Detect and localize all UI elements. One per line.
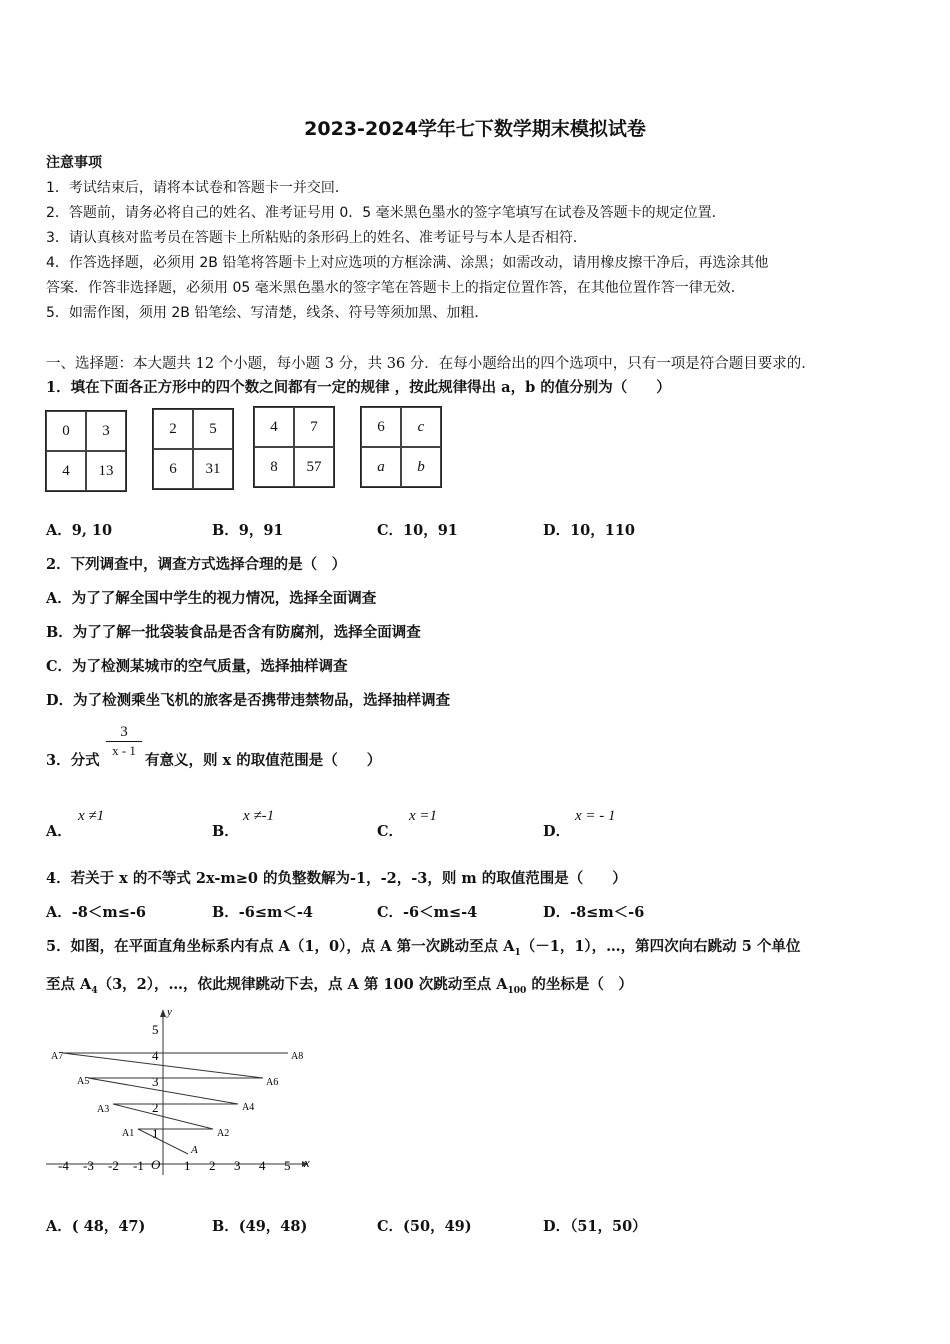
notice-line-5: 5．如需作图，须用 2B 铅笔绘、写清楚，线条、符号等须加黑、加粗． xyxy=(46,305,489,321)
q1-stem: 1．填在下面各正方形中的四个数之间都有一定的规律 ，按此规律得出 a，b 的值分别为（ ） xyxy=(46,379,671,396)
q5-sub: 1 xyxy=(514,947,521,958)
grid-cell: 4 xyxy=(254,407,294,447)
x-tick: 3 xyxy=(234,1158,241,1173)
notice-line-4: 4．作答选择题，必须用 2B 铅笔将答题卡上对应选项的方框涂满、涂黑；如需改动，请用橡皮擦干净后，再选涂其他 xyxy=(46,255,769,271)
q5-option-b[interactable]: B．(49，48) xyxy=(212,1218,308,1235)
q4-option-b[interactable]: B．-6≤m＜-4 xyxy=(212,904,313,921)
grid-cell: 13 xyxy=(86,451,126,491)
notice-heading: 注意事项 xyxy=(46,155,102,171)
q5-option-a[interactable]: A．( 48，47) xyxy=(46,1218,146,1235)
x-tick: 1 xyxy=(184,1158,191,1173)
q5-text: （3，2），…，依此规律跳动下去，点 A 第 100 次跳动至点 A xyxy=(97,976,508,993)
q5-text: 至点 A xyxy=(46,976,92,993)
x-tick: 5 xyxy=(284,1158,291,1173)
point-label: A3 xyxy=(97,1104,110,1115)
point-label-a: A xyxy=(191,1144,198,1156)
q3-prefix: 3．分式 xyxy=(46,752,100,769)
x-tick: -4 xyxy=(58,1158,69,1173)
q3-option-a-math: x ≠1 xyxy=(78,808,105,824)
grid-cell: b xyxy=(401,447,441,487)
point-label: A8 xyxy=(291,1051,304,1062)
q1-grid-1 xyxy=(45,410,127,492)
q1-option-d[interactable]: D．10，110 xyxy=(543,522,636,539)
x-tick: 2 xyxy=(209,1158,216,1173)
q5-sub: 100 xyxy=(507,985,527,996)
q2-stem: 2．下列调查中，调查方式选择合理的是（ ） xyxy=(46,556,347,573)
grid-cell: 6 xyxy=(361,407,401,447)
q1-option-c[interactable]: C．10，91 xyxy=(377,522,458,539)
y-tick: 1 xyxy=(152,1126,159,1141)
grid-cell: 57 xyxy=(294,447,334,487)
q3-option-b-math: x ≠-1 xyxy=(243,808,275,824)
grid-cell: 2 xyxy=(153,409,193,449)
q1-grid-2 xyxy=(152,408,234,490)
q2-option-a[interactable]: A．为了了解全国中学生的视力情况，选择全面调查 xyxy=(46,590,377,607)
q2-option-b[interactable]: B．为了了解一批袋装食品是否含有防腐剂，选择全面调查 xyxy=(46,624,421,641)
y-axis-label: y xyxy=(167,1006,172,1018)
y-tick: 3 xyxy=(152,1074,159,1089)
point-label: A7 xyxy=(51,1051,64,1062)
y-axis-arrow xyxy=(160,1009,166,1017)
point-label: A2 xyxy=(217,1128,230,1139)
page-title: 2023-2024学年七下数学期末模拟试卷 xyxy=(304,118,646,140)
q5-stem-line-1 xyxy=(46,935,800,958)
grid-cell: 7 xyxy=(294,407,334,447)
q3-denominator: x - 1 xyxy=(106,741,142,759)
point-label: A5 xyxy=(77,1076,90,1087)
section-heading: 一、选择题：本大题共 12 个小题，每小题 3 分，共 36 分．在每小题给出的四个选项中，只有一项是符合题目要求的． xyxy=(46,356,816,372)
q3-suffix: 有意义，则 x 的取值范围是（ ） xyxy=(145,752,382,769)
point-label: A1 xyxy=(122,1128,135,1139)
notice-line-2: 2．答题前，请务必将自己的姓名、准考证号用 0．5 毫米黑色墨水的签字笔填写在试卷及答题卡的规定位置． xyxy=(46,205,726,221)
x-tick: -3 xyxy=(83,1158,94,1173)
q3-option-a[interactable]: A． xyxy=(46,823,72,840)
x-axis-label: x xyxy=(304,1155,310,1170)
q5-option-d[interactable]: D．（51，50） xyxy=(543,1218,647,1235)
grid-cell: 5 xyxy=(193,409,233,449)
q4-option-a[interactable]: A．-8＜m≤-6 xyxy=(46,904,146,921)
q4-option-c[interactable]: C．-6＜m≤-4 xyxy=(377,904,478,921)
y-tick: 5 xyxy=(152,1022,159,1037)
q1-grid-4 xyxy=(360,406,442,488)
q1-option-a[interactable]: A．9, 10 xyxy=(46,522,113,539)
grid-cell: 6 xyxy=(153,449,193,489)
q4-option-d[interactable]: D．-8≤m＜-6 xyxy=(543,904,645,921)
q5-sub: 4 xyxy=(91,985,98,996)
grid-cell: c xyxy=(401,407,441,447)
grid-cell: 3 xyxy=(86,411,126,451)
q1-option-b[interactable]: B．9，91 xyxy=(212,522,284,539)
x-tick: -1 xyxy=(133,1158,144,1173)
q5-text: 5．如图，在平面直角坐标系内有点 A（1，0），点 A 第一次跳动至点 A xyxy=(46,938,515,955)
grid-cell: a xyxy=(361,447,401,487)
q3-option-c[interactable]: C． xyxy=(377,823,404,840)
grid-cell: 31 xyxy=(193,449,233,489)
q4-stem: 4．若关于 x 的不等式 2x-m≥0 的负整数解为-1，-2，-3，则 m 的取值范围是（ ） xyxy=(46,870,627,887)
q3-fraction xyxy=(106,724,142,759)
notice-line-3: 3．请认真核对监考员在答题卡上所粘贴的条形码上的姓名、准考证号与本人是否相符． xyxy=(46,230,587,246)
q2-option-c[interactable]: C．为了检测某城市的空气质量，选择抽样调查 xyxy=(46,658,348,675)
q3-option-d[interactable]: D． xyxy=(543,823,571,840)
q3-option-d-math: x = - 1 xyxy=(575,808,616,824)
grid-cell: 8 xyxy=(254,447,294,487)
x-tick: -2 xyxy=(108,1158,119,1173)
origin-label: O xyxy=(151,1157,161,1172)
q3-option-c-math: x =1 xyxy=(409,808,438,824)
q5-coordinate-graph xyxy=(40,1003,320,1183)
q3-numerator: 3 xyxy=(120,724,128,740)
y-tick: 4 xyxy=(152,1048,159,1063)
x-tick: 4 xyxy=(259,1158,266,1173)
grid-cell: 0 xyxy=(46,411,86,451)
point-label: A4 xyxy=(242,1102,255,1113)
q5-option-c[interactable]: C．(50，49) xyxy=(377,1218,472,1235)
y-tick: 2 xyxy=(152,1100,159,1115)
q5-text: 的坐标是（ ） xyxy=(526,976,633,993)
grid-cell: 4 xyxy=(46,451,86,491)
notice-line-1: 1．考试结束后，请将本试卷和答题卡一并交回． xyxy=(46,180,349,196)
q1-grid-3 xyxy=(253,406,335,488)
point-label: A6 xyxy=(266,1077,279,1088)
q2-option-d[interactable]: D．为了检测乘坐飞机的旅客是否携带违禁物品，选择抽样调查 xyxy=(46,692,451,709)
q3-option-b[interactable]: B． xyxy=(212,823,239,840)
notice-line-4b: 答案．作答非选择题，必须用 05 毫米黑色墨水的签字笔在答题卡上的指定位置作答，在其他位置作答一律无效． xyxy=(46,280,745,296)
q5-text: （－1，1），…，第四次向右跳动 5 个单位 xyxy=(520,938,801,955)
q5-stem-line-2 xyxy=(46,973,633,996)
